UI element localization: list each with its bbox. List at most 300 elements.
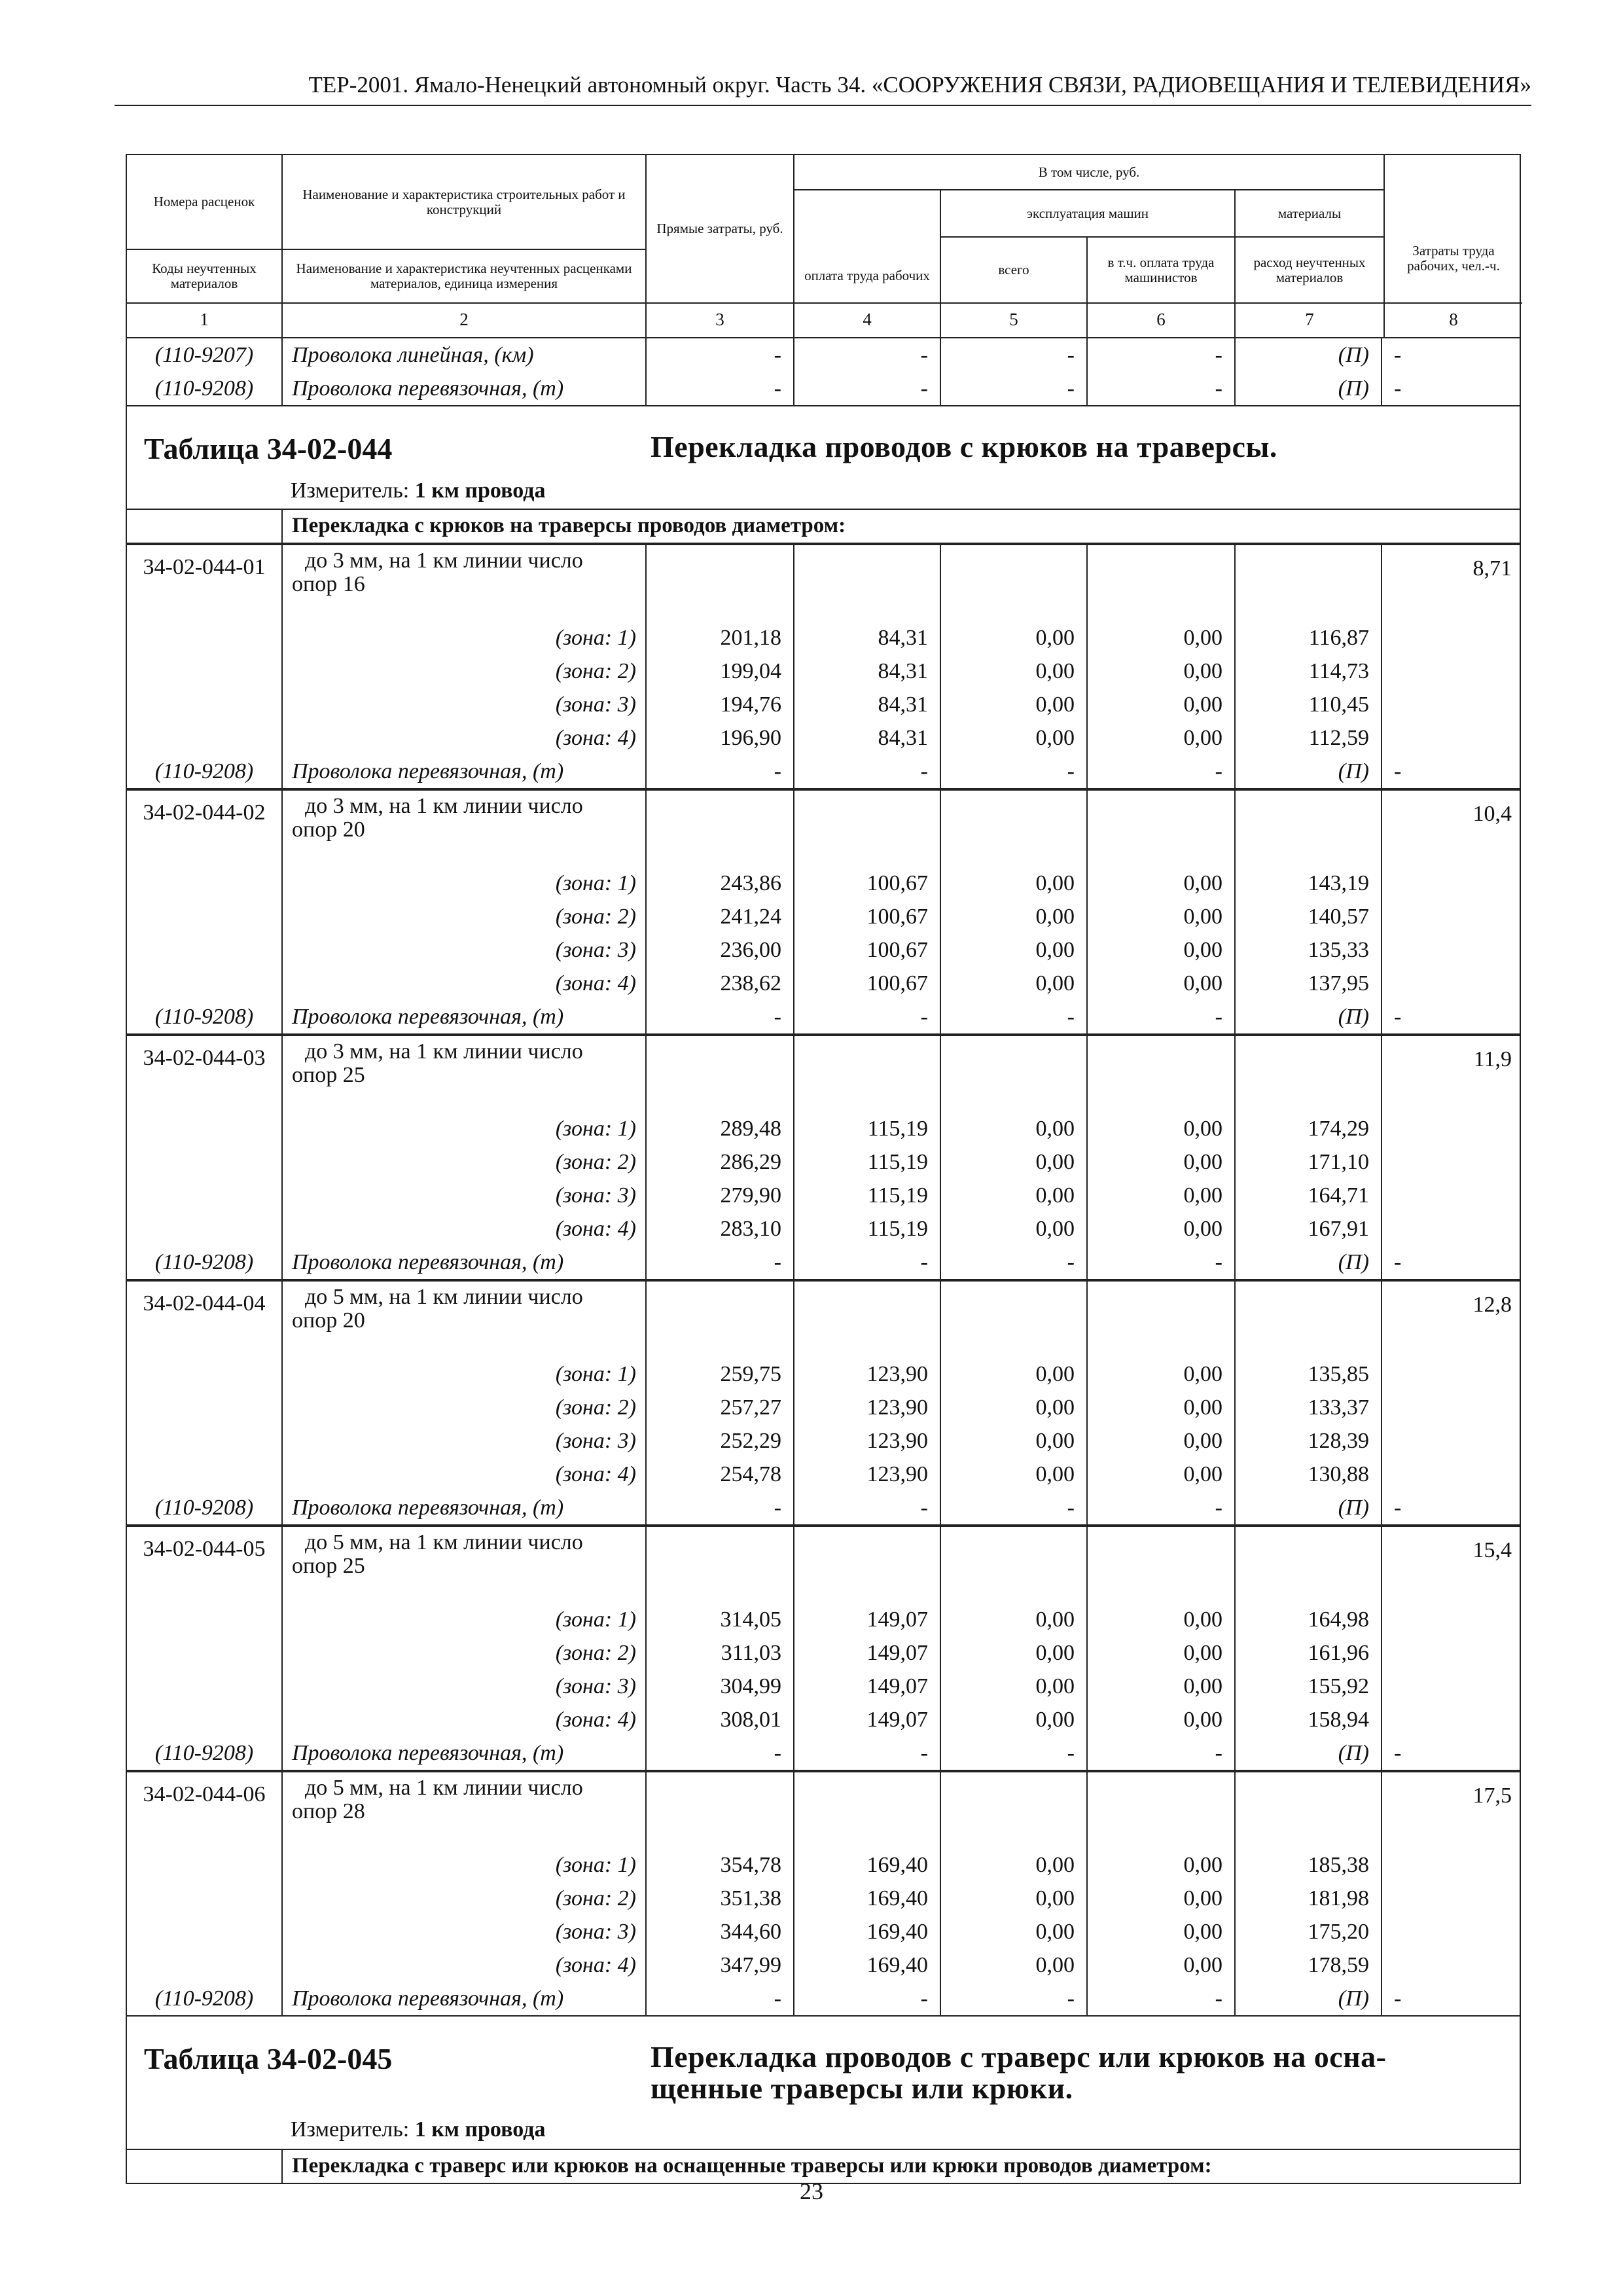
zone-row	[127, 1212, 1520, 1246]
rate-description	[281, 1772, 645, 1848]
empty-cell	[1381, 1670, 1520, 1703]
rate-description	[281, 545, 645, 621]
zone-row	[127, 621, 1520, 655]
cell-materials: 167,91	[1234, 1212, 1381, 1246]
cell-operator: 0,00	[1086, 655, 1234, 688]
zone-row	[127, 900, 1520, 933]
zone-label: (зона: 1)	[281, 1357, 645, 1391]
cell-labor: -	[1381, 1491, 1520, 1524]
cell-machine: 0,00	[940, 1391, 1086, 1424]
header-including: В том числе, руб.	[793, 155, 1383, 190]
empty-cell	[127, 1603, 281, 1636]
cell-pay: 115,19	[793, 1145, 940, 1179]
cell-direct: 286,29	[645, 1145, 793, 1179]
cell-pay: 115,19	[793, 1112, 940, 1145]
col-number: 3	[645, 302, 793, 337]
cell-pay: -	[793, 1000, 940, 1033]
cell-machine: 0,00	[940, 1848, 1086, 1882]
cell-pay: 115,19	[793, 1212, 940, 1246]
cell-materials: 114,73	[1234, 655, 1381, 688]
empty-cell	[1381, 721, 1520, 755]
measure-label: Измеритель:	[291, 478, 410, 503]
cell-materials: 140,57	[1234, 900, 1381, 933]
description-line: опор 25	[292, 1554, 365, 1578]
cell-materials: 116,87	[1234, 621, 1381, 655]
cell-operator: -	[1086, 1491, 1234, 1524]
table-title: Перекладка проводов с крюков на траверсы.	[651, 430, 1277, 463]
subheading-text: Перекладка с траверс или крюков на оснащенные траверсы или крюки проводов диаметром:	[281, 2150, 1212, 2183]
labor-cost: 15,4	[1381, 1527, 1520, 1603]
cell-machine: 0,00	[940, 1179, 1086, 1212]
page-number: 23	[800, 2178, 823, 2204]
empty-cell	[1086, 545, 1234, 621]
cell-materials: 135,33	[1234, 933, 1381, 967]
cell-materials: 178,59	[1234, 1948, 1381, 1982]
rate-block	[126, 1035, 1521, 1280]
zone-row	[127, 1179, 1520, 1212]
cell-pay: 169,40	[793, 1848, 940, 1882]
measure-unit	[291, 2117, 545, 2142]
empty-cell	[127, 1948, 281, 1982]
empty-cell	[645, 1036, 793, 1112]
header-operator-pay: в т.ч. оплата труда машинистов	[1086, 238, 1234, 302]
cell-materials: 155,92	[1234, 1670, 1381, 1703]
cell-materials: (П)	[1234, 755, 1381, 788]
labor-cost: 17,5	[1381, 1772, 1520, 1848]
empty-cell	[127, 967, 281, 1000]
zone-label: (зона: 3)	[281, 1670, 645, 1703]
cell-pay: 123,90	[793, 1458, 940, 1491]
empty-cell	[127, 688, 281, 721]
cell-operator: -	[1086, 1736, 1234, 1770]
cell-pay: 123,90	[793, 1391, 940, 1424]
cell-materials: 143,19	[1234, 867, 1381, 900]
cell-machine: 0,00	[940, 1357, 1086, 1391]
rate-block	[126, 1280, 1521, 1526]
description-line: опор 20	[292, 817, 365, 842]
cell-direct: 351,38	[645, 1882, 793, 1915]
description-line: опор 20	[292, 1308, 365, 1333]
table-title-line: Перекладка проводов с траверс или крюков на осна-	[651, 2040, 1387, 2073]
header-rate-numbers: Номера расценок	[127, 155, 281, 250]
cell-machine: 0,00	[940, 1458, 1086, 1491]
cell-machine: 0,00	[940, 1670, 1086, 1703]
cell-direct: 236,00	[645, 933, 793, 967]
zone-label: (зона: 2)	[281, 1391, 645, 1424]
cell-direct: 254,78	[645, 1458, 793, 1491]
material-name: Проволока линейная, (км)	[281, 338, 645, 372]
cell-operator: 0,00	[1086, 900, 1234, 933]
running-head: ТЕР-2001. Ямало-Ненецкий автономный округ. Часть 34. «СООРУЖЕНИЯ СВЯЗИ, РАДИОВЕЩАНИЯ И ТЕЛЕВИДЕНИЯ»	[115, 71, 1531, 106]
empty-cell	[127, 655, 281, 688]
description-line: до 3 мм, на 1 км линии число	[305, 1039, 583, 1064]
empty-cell	[127, 900, 281, 933]
cell-pay: 149,07	[793, 1636, 940, 1670]
empty-cell	[793, 1772, 940, 1848]
cell-materials: (П)	[1234, 1246, 1381, 1279]
cell-operator: 0,00	[1086, 1458, 1234, 1491]
header-materials: материалы	[1234, 190, 1383, 238]
empty-cell	[127, 867, 281, 900]
cell-machine: 0,00	[940, 867, 1086, 900]
cell-pay: 100,67	[793, 900, 940, 933]
empty-cell	[645, 791, 793, 867]
zone-row	[127, 1357, 1520, 1391]
cell-machine: -	[940, 1246, 1086, 1279]
empty-cell	[1381, 1391, 1520, 1424]
header-labor-costs: Затраты труда рабочих, чел.-ч.	[1383, 155, 1522, 302]
empty-cell	[1381, 1848, 1520, 1882]
cell-machine: 0,00	[940, 900, 1086, 933]
zone-row	[127, 1882, 1520, 1915]
zone-label: (зона: 4)	[281, 1212, 645, 1246]
zone-label: (зона: 2)	[281, 1882, 645, 1915]
cell-operator: 0,00	[1086, 1112, 1234, 1145]
zone-label: (зона: 2)	[281, 1636, 645, 1670]
zone-label: (зона: 4)	[281, 1703, 645, 1736]
empty-cell	[1381, 967, 1520, 1000]
cell-direct: 308,01	[645, 1703, 793, 1736]
cell-machine: 0,00	[940, 1212, 1086, 1246]
labor-cost: 10,4	[1381, 791, 1520, 867]
cell-materials: 130,88	[1234, 1458, 1381, 1491]
zone-label: (зона: 1)	[281, 1848, 645, 1882]
cell-direct: -	[645, 372, 793, 405]
zone-label: (зона: 3)	[281, 933, 645, 967]
rate-block	[126, 1771, 1521, 2017]
table-header	[126, 154, 1521, 337]
zone-row	[127, 1424, 1520, 1458]
empty-cell	[793, 1282, 940, 1357]
empty-cell	[127, 621, 281, 655]
labor-cost: 11,9	[1381, 1036, 1520, 1112]
cell-machine: -	[940, 1491, 1086, 1524]
cell-labor: -	[1381, 1246, 1520, 1279]
cell-direct: 238,62	[645, 967, 793, 1000]
header-material-name: Наименование и характеристика неучтенных расценками материалов, единица измерения	[281, 250, 645, 302]
cell-operator: 0,00	[1086, 1424, 1234, 1458]
header-work-name: Наименование и характеристика строительных работ и конструкций	[281, 155, 645, 250]
cell-materials: 128,39	[1234, 1424, 1381, 1458]
rate-block	[126, 789, 1521, 1035]
empty-cell	[793, 791, 940, 867]
empty-cell	[645, 1527, 793, 1603]
empty-cell	[1381, 1882, 1520, 1915]
empty-cell	[1086, 791, 1234, 867]
description-line: до 5 мм, на 1 км линии число	[305, 1285, 583, 1309]
zone-row	[127, 1915, 1520, 1948]
empty-cell	[793, 545, 940, 621]
zone-row	[127, 1145, 1520, 1179]
empty-cell	[1381, 1636, 1520, 1670]
rate-title-row	[127, 545, 1520, 621]
empty-cell	[1381, 1458, 1520, 1491]
cell-pay: 84,31	[793, 721, 940, 755]
zone-label: (зона: 3)	[281, 1424, 645, 1458]
zone-row	[127, 967, 1520, 1000]
cell-pay: -	[793, 1982, 940, 2015]
empty-cell	[1086, 1282, 1234, 1357]
cell-machine: 0,00	[940, 1636, 1086, 1670]
cell-machine: -	[940, 372, 1086, 405]
cell-machine: 0,00	[940, 688, 1086, 721]
cell-materials: 181,98	[1234, 1882, 1381, 1915]
cell-machine: 0,00	[940, 967, 1086, 1000]
material-name: Проволока перевязочная, (т)	[281, 755, 645, 788]
empty-cell	[127, 1848, 281, 1882]
cell-materials: 171,10	[1234, 1145, 1381, 1179]
cell-operator: -	[1086, 372, 1234, 405]
cell-direct: 344,60	[645, 1915, 793, 1948]
zone-label: (зона: 4)	[281, 1948, 645, 1982]
zone-row	[127, 1703, 1520, 1736]
cell-operator: 0,00	[1086, 933, 1234, 967]
cell-operator: 0,00	[1086, 1212, 1234, 1246]
empty-cell	[1381, 1357, 1520, 1391]
header-machine-operation: эксплуатация машин	[940, 190, 1234, 238]
zone-row	[127, 1458, 1520, 1491]
cell-labor: -	[1381, 1982, 1520, 2015]
cell-machine: 0,00	[940, 1424, 1086, 1458]
zone-label: (зона: 1)	[281, 1603, 645, 1636]
zone-label: (зона: 4)	[281, 967, 645, 1000]
zone-row	[127, 1848, 1520, 1882]
cell-pay: -	[793, 1736, 940, 1770]
rate-description	[281, 791, 645, 867]
zone-label: (зона: 1)	[281, 867, 645, 900]
empty-cell	[1381, 1424, 1520, 1458]
empty-cell	[1381, 621, 1520, 655]
rate-code: 34-02-044-02	[143, 800, 266, 825]
cell-machine: -	[940, 1000, 1086, 1033]
empty-cell	[127, 1636, 281, 1670]
zone-row	[127, 1670, 1520, 1703]
material-code: (110-9208)	[154, 1250, 254, 1274]
material-row	[127, 1736, 1520, 1770]
cell-pay: 100,67	[793, 867, 940, 900]
rate-title-row	[127, 1282, 1520, 1357]
cell-operator: 0,00	[1086, 1882, 1234, 1915]
empty-cell	[940, 1282, 1086, 1357]
subheading-text: Перекладка с крюков на траверсы проводов диаметром:	[281, 510, 846, 543]
zone-label: (зона: 1)	[281, 1112, 645, 1145]
cell-materials: 158,94	[1234, 1703, 1381, 1736]
table-title-line: щенные траверсы или крюки.	[651, 2072, 1073, 2105]
empty-cell	[127, 1458, 281, 1491]
description-line: до 5 мм, на 1 км линии число	[305, 1530, 583, 1554]
zone-label: (зона: 3)	[281, 1915, 645, 1948]
zone-row	[127, 867, 1520, 900]
description-line: опор 16	[292, 572, 365, 596]
material-code: (110-9208)	[154, 759, 254, 783]
cell-machine: 0,00	[940, 933, 1086, 967]
cell-pay: 84,31	[793, 688, 940, 721]
empty-cell	[940, 545, 1086, 621]
cell-labor: -	[1381, 755, 1520, 788]
empty-cell	[1381, 1948, 1520, 1982]
zone-row	[127, 933, 1520, 967]
cell-materials: 174,29	[1234, 1112, 1381, 1145]
zone-row	[127, 1112, 1520, 1145]
header-worker-pay: оплата труда рабочих	[793, 190, 940, 302]
cell-pay: -	[793, 372, 940, 405]
cell-pay: 169,40	[793, 1915, 940, 1948]
material-name: Проволока перевязочная, (т)	[281, 1000, 645, 1033]
cell-operator: 0,00	[1086, 688, 1234, 721]
zone-label: (зона: 3)	[281, 688, 645, 721]
cell-materials: (П)	[1234, 1736, 1381, 1770]
description-line: до 3 мм, на 1 км линии число	[305, 794, 583, 818]
material-row	[127, 372, 1520, 405]
material-row	[127, 1246, 1520, 1279]
material-name: Проволока перевязочная, (т)	[281, 372, 645, 405]
rate-block	[126, 544, 1521, 789]
cell-materials: (П)	[1234, 372, 1381, 405]
cell-pay: 115,19	[793, 1179, 940, 1212]
zone-row	[127, 655, 1520, 688]
cell-machine: 0,00	[940, 1603, 1086, 1636]
rate-description	[281, 1036, 645, 1112]
cell-operator: 0,00	[1086, 1915, 1234, 1948]
cell-direct: 304,99	[645, 1670, 793, 1703]
table-title	[651, 2041, 1469, 2104]
cell-materials: 112,59	[1234, 721, 1381, 755]
cell-direct: 259,75	[645, 1357, 793, 1391]
rate-description	[281, 1527, 645, 1603]
cell-pay: 84,31	[793, 655, 940, 688]
empty-cell	[127, 1670, 281, 1703]
carry-over-rows	[126, 337, 1521, 406]
empty-cell	[1234, 1527, 1381, 1603]
col-number: 2	[281, 302, 645, 337]
col-number: 8	[1383, 302, 1522, 337]
cell-operator: -	[1086, 1246, 1234, 1279]
empty-cell	[793, 1527, 940, 1603]
zone-label: (зона: 1)	[281, 621, 645, 655]
col-number: 4	[793, 302, 940, 337]
cell-direct: 252,29	[645, 1424, 793, 1458]
material-row	[127, 338, 1520, 372]
cell-direct: 289,48	[645, 1112, 793, 1145]
cell-direct: 311,03	[645, 1636, 793, 1670]
cell-pay: -	[793, 338, 940, 372]
zone-label: (зона: 2)	[281, 655, 645, 688]
cell-direct: 354,78	[645, 1848, 793, 1882]
cell-machine: 0,00	[940, 1145, 1086, 1179]
cell-machine: 0,00	[940, 655, 1086, 688]
zone-label: (зона: 4)	[281, 721, 645, 755]
rate-title-row	[127, 1527, 1520, 1603]
cell-operator: 0,00	[1086, 1948, 1234, 1982]
labor-cost: 8,71	[1381, 545, 1520, 621]
cell-operator: -	[1086, 338, 1234, 372]
empty-cell	[1234, 791, 1381, 867]
empty-cell	[127, 1212, 281, 1246]
material-code: (110-9208)	[154, 1005, 254, 1029]
rate-code: 34-02-044-04	[143, 1291, 266, 1316]
empty-cell	[1381, 1915, 1520, 1948]
material-code: (110-9208)	[154, 1741, 254, 1765]
cell-direct: 257,27	[645, 1391, 793, 1424]
description-line: до 5 мм, на 1 км линии число	[305, 1776, 583, 1800]
cell-labor: -	[1381, 1000, 1520, 1033]
cell-machine: -	[940, 338, 1086, 372]
zone-row	[127, 1636, 1520, 1670]
cell-machine: 0,00	[940, 1915, 1086, 1948]
cell-machine: -	[940, 755, 1086, 788]
cell-machine: -	[940, 1736, 1086, 1770]
table-caption-044	[126, 406, 1521, 510]
cell-materials: 185,38	[1234, 1848, 1381, 1882]
cell-direct: -	[645, 755, 793, 788]
empty-cell	[127, 1424, 281, 1458]
empty-cell	[127, 933, 281, 967]
empty-cell	[940, 1772, 1086, 1848]
description-line: до 3 мм, на 1 км линии число	[305, 548, 583, 573]
cell-pay: -	[793, 1491, 940, 1524]
cell-operator: 0,00	[1086, 1391, 1234, 1424]
measure-unit	[291, 478, 545, 503]
empty-cell	[1086, 1527, 1234, 1603]
cell-machine: 0,00	[940, 1703, 1086, 1736]
rates-table	[126, 154, 1521, 2184]
zone-row	[127, 1603, 1520, 1636]
cell-pay: 123,90	[793, 1424, 940, 1458]
material-name: Проволока перевязочная, (т)	[281, 1491, 645, 1524]
cell-machine: -	[940, 1982, 1086, 2015]
cell-materials: 164,71	[1234, 1179, 1381, 1212]
cell-direct: 201,18	[645, 621, 793, 655]
cell-pay: 100,67	[793, 933, 940, 967]
empty-cell	[127, 1391, 281, 1424]
cell-direct: 279,90	[645, 1179, 793, 1212]
zone-row	[127, 1948, 1520, 1982]
cell-pay: 149,07	[793, 1703, 940, 1736]
zone-row	[127, 1391, 1520, 1424]
cell-pay: 169,40	[793, 1882, 940, 1915]
cell-materials: (П)	[1234, 1491, 1381, 1524]
measure-value: 1 км провода	[414, 2117, 546, 2142]
cell-operator: 0,00	[1086, 1636, 1234, 1670]
cell-machine: 0,00	[940, 1948, 1086, 1982]
empty-cell	[1234, 545, 1381, 621]
material-name: Проволока перевязочная, (т)	[281, 1736, 645, 1770]
cell-pay: 123,90	[793, 1357, 940, 1391]
empty-cell	[940, 1527, 1086, 1603]
empty-cell	[1381, 1112, 1520, 1145]
zone-label: (зона: 2)	[281, 900, 645, 933]
empty-cell	[940, 1036, 1086, 1112]
description-line: опор 25	[292, 1063, 365, 1087]
table-subheading	[126, 510, 1521, 544]
cell-operator: 0,00	[1086, 621, 1234, 655]
empty-cell	[1381, 933, 1520, 967]
header-machine-total: всего	[940, 238, 1086, 302]
empty-cell	[1381, 1145, 1520, 1179]
empty-cell	[1381, 900, 1520, 933]
cell-materials: 164,98	[1234, 1603, 1381, 1636]
empty-cell	[1381, 867, 1520, 900]
cell-direct: 199,04	[645, 655, 793, 688]
cell-labor: -	[1381, 338, 1520, 372]
measure-label: Измеритель:	[291, 2117, 410, 2142]
material-row	[127, 1491, 1520, 1524]
cell-materials: (П)	[1234, 1000, 1381, 1033]
header-unaccounted-materials: расход неучтенных материалов	[1234, 238, 1383, 302]
cell-operator: 0,00	[1086, 1357, 1234, 1391]
table-number: Таблица 34-02-045	[144, 2042, 393, 2075]
rate-title-row	[127, 1036, 1520, 1112]
